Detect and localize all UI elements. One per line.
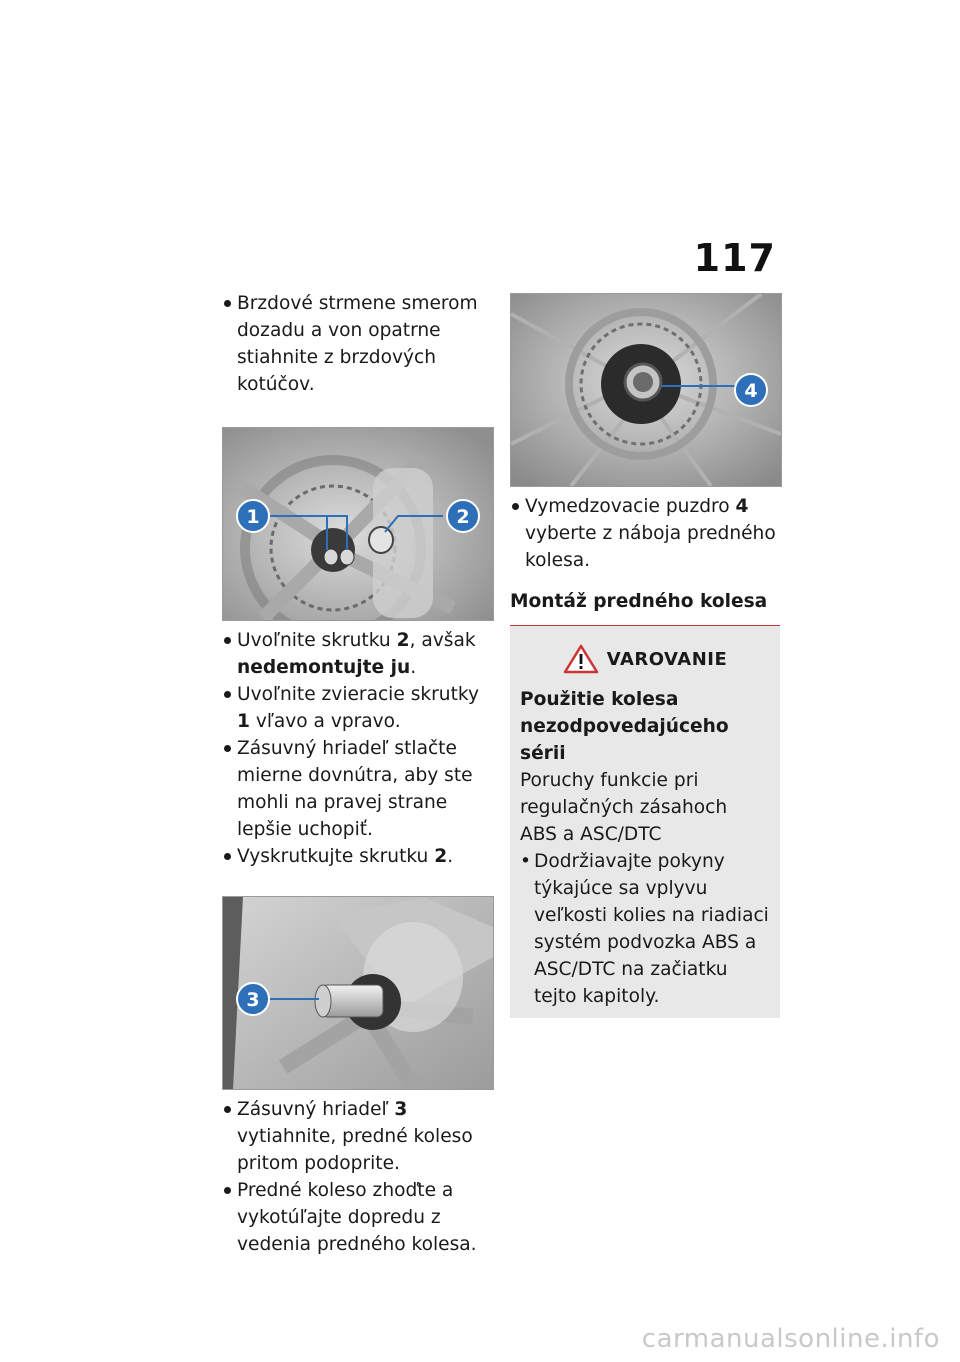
right-column: [510, 293, 780, 1018]
intro-step: Brzdové strmene smerom dozadu a von opatrne stiahnite z brzdových kotúčov.: [222, 290, 494, 398]
warning-box: [510, 626, 780, 1018]
warning-subtitle: Použitie kolesa nezodpovedajúceho sérii: [520, 689, 729, 764]
watermark: carmanualsonline.info: [641, 1324, 940, 1354]
figure-axle: [222, 896, 494, 1090]
callout-3: 3: [246, 989, 260, 1011]
warning-title: VAROVANIE: [606, 648, 728, 670]
step-remove-spacer-list: [510, 493, 780, 574]
warning-instruction-list: [520, 848, 770, 1010]
warning-header: [520, 644, 770, 674]
step-loosen-clamp-screws: Uvoľnite zvieracie skrutky 1 vľavo a vpravo.: [222, 681, 494, 735]
steps-b: [222, 1096, 494, 1258]
section-heading: Montáž predného kolesa: [510, 588, 780, 626]
step-loosen-screw-2: Uvoľnite skrutku 2, avšak nedemontujte ju.: [222, 627, 494, 681]
step-push-axle: Zásuvný hriadeľ stlačte mierne dovnútra, aby ste mohli na pravej strane lepšie uchopiť.: [222, 735, 494, 843]
warning-text: Poruchy funkcie pri regulačných zásahoch ABS a ASC/DTC: [520, 770, 728, 845]
steps-a: [222, 627, 494, 870]
callout-4: 4: [744, 380, 758, 402]
figure-spacer: [510, 293, 782, 487]
step-roll-wheel: Predné koleso zhoďte a vykotúľajte dopredu z vedenia predného kolesa.: [222, 1177, 494, 1258]
left-column: [222, 290, 494, 1258]
callout-2: 2: [456, 506, 470, 528]
step-remove-spacer: Vymedzovacie puzdro 4 vyberte z náboja predného kolesa.: [510, 493, 780, 574]
intro-step-list: [222, 290, 494, 398]
figure-caliper-screws: [222, 427, 494, 621]
warning-instruction: • Dodržiavajte pokyny týkajúce sa vplyvu veľkosti kolies na riadiaci systém podvozka ABS a ASC/DTC na začiatku tejto kapitoly.: [520, 848, 770, 1010]
warning-triangle-icon: [563, 644, 599, 674]
callout-1: 1: [246, 506, 260, 528]
step-pull-axle: Zásuvný hriadeľ 3 vytiahnite, predné koleso pritom podoprite.: [222, 1096, 494, 1177]
page-number: 117: [693, 236, 776, 280]
step-unscrew-screw-2: Vyskrutkujte skrutku 2.: [222, 843, 494, 870]
